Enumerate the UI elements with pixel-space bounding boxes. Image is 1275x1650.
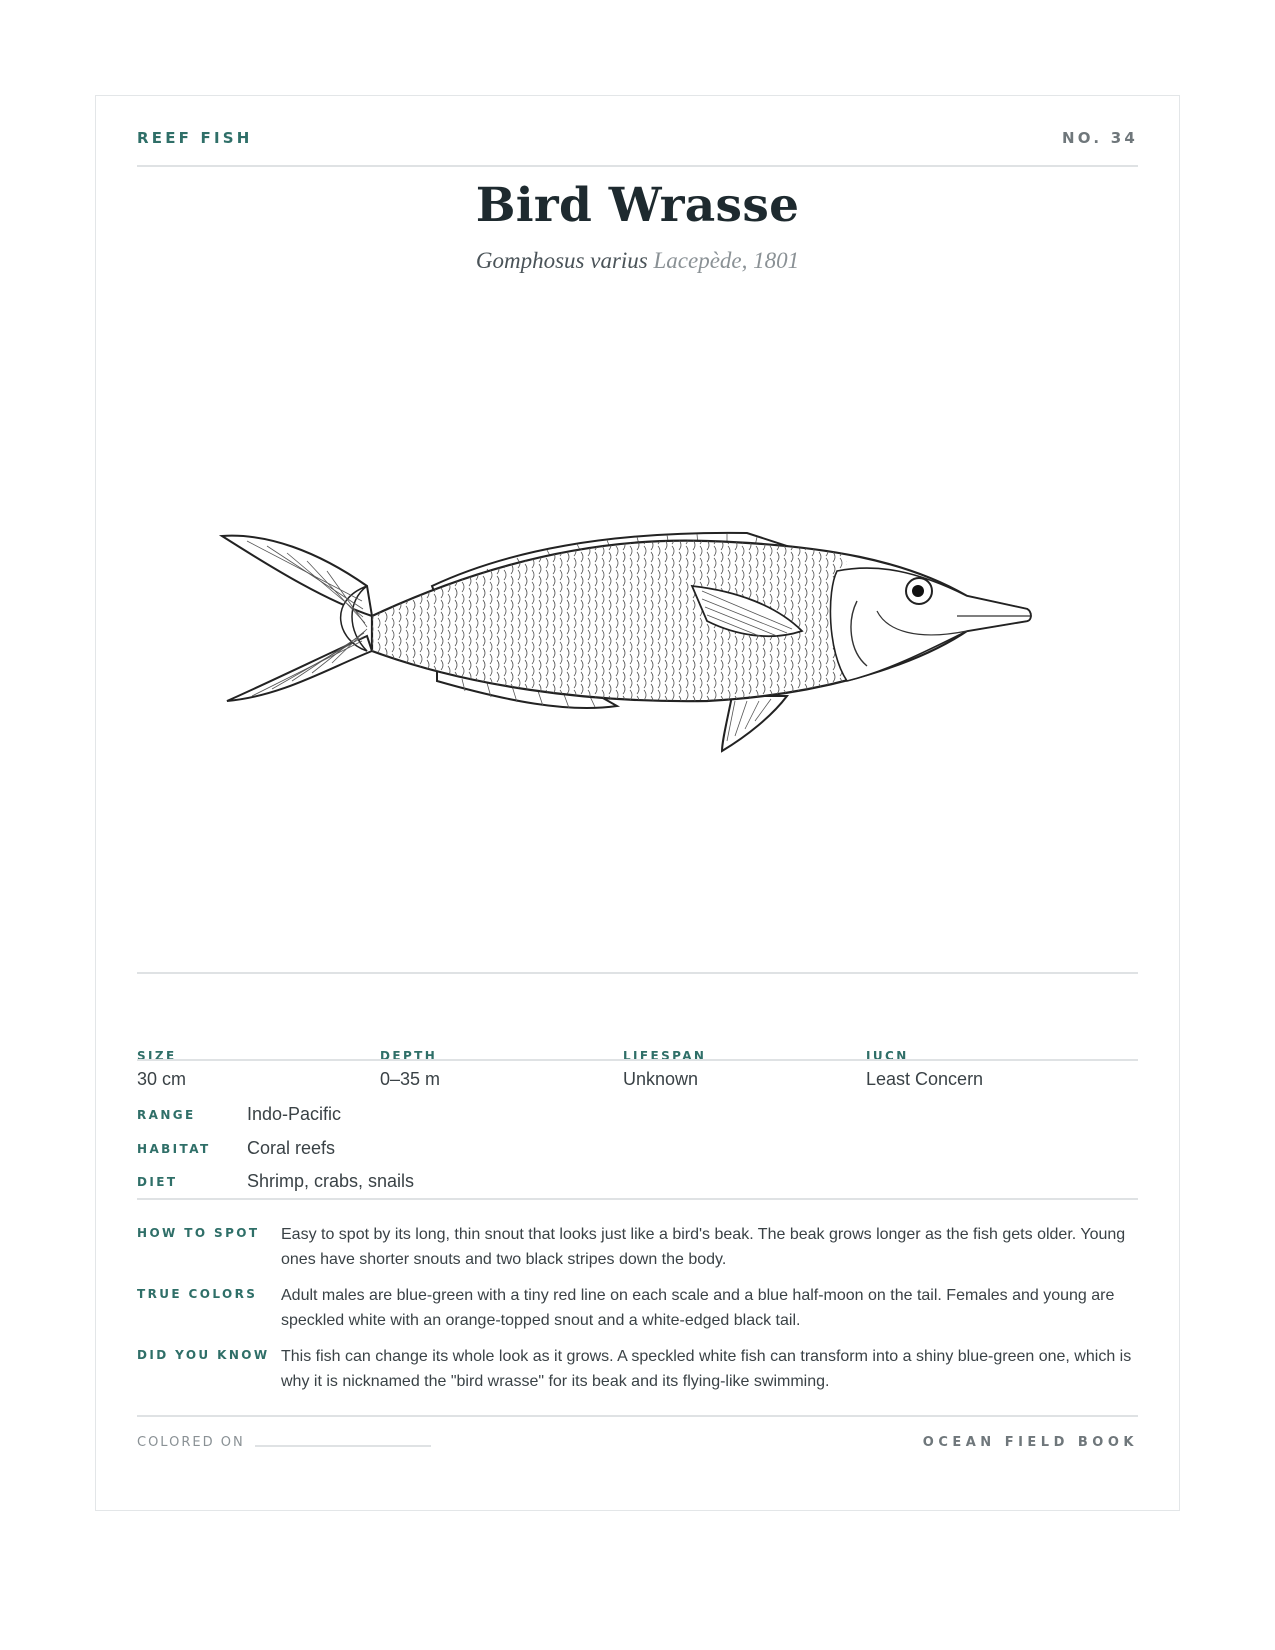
scientific-name-line: [137, 248, 1138, 274]
footer-divider: [137, 1415, 1138, 1417]
stat-iucn: [866, 1049, 1106, 1090]
fact-value: Coral reefs: [247, 1138, 336, 1158]
stats-top-divider: [137, 972, 1138, 974]
note-text: Adult males are blue-green with a tiny red line on each scale and a blue half-moon on the tail. Females and young are speckled white with an orange-topped snout and a white-edged black tail.: [281, 1287, 1115, 1329]
fact-value: Indo-Pacific: [247, 1104, 342, 1124]
stat-size: [137, 1049, 377, 1090]
stat-lifespan: [623, 1049, 863, 1090]
stat-label: SIZE: [137, 1049, 177, 1063]
note-label: DID YOU KNOW: [137, 1348, 270, 1362]
species-authority: Lacepède, 1801: [653, 248, 800, 273]
stat-value: Unknown: [623, 1069, 699, 1089]
note-text: This fish can change its whole look as it grows. A speckled white fish can transform into a shiny blue-green one, which is why it is nicknamed the "bird wrasse" for its beak and its flying-like swimming.: [281, 1348, 1132, 1390]
species-card: [95, 95, 1180, 1511]
fact-label: DIET: [137, 1175, 178, 1189]
scientific-name: Gomphosus varius: [475, 248, 648, 273]
header-divider: [137, 165, 1138, 167]
stat-value: Least Concern: [866, 1069, 984, 1089]
fish-illustration-icon: [187, 491, 1087, 781]
category-label: REEF FISH: [137, 129, 253, 147]
fact-label: RANGE: [137, 1108, 196, 1122]
fact-range: [137, 1106, 1138, 1136]
note-label: TRUE COLORS: [137, 1287, 258, 1301]
colored-on-blank-line: [255, 1445, 431, 1447]
stats-bottom-divider: [137, 1059, 1138, 1061]
common-name: Bird Wrasse: [475, 178, 800, 233]
fact-value: Shrimp, crabs, snails: [247, 1171, 415, 1191]
stat-label: IUCN: [866, 1049, 909, 1063]
stats-row: [137, 1021, 1138, 1111]
stat-label: DEPTH: [380, 1049, 438, 1063]
stat-label: LIFESPAN: [623, 1049, 707, 1063]
note-text: Easy to spot by its long, thin snout that looks just like a bird's beak. The beak grows longer as the fish gets older. Young ones have shorter snouts and two black stripes down the body.: [281, 1226, 1126, 1268]
stat-value: 30 cm: [137, 1069, 187, 1089]
notes-top-divider: [137, 1198, 1138, 1200]
book-title: OCEAN FIELD BOOK: [922, 1435, 1138, 1450]
fact-label: HABITAT: [137, 1142, 211, 1156]
stat-value: 0–35 m: [380, 1069, 441, 1089]
card-number: NO. 34: [1062, 129, 1138, 147]
fact-habitat: [137, 1140, 1138, 1170]
card-footer: [137, 1435, 1138, 1455]
card-header: [137, 129, 1138, 149]
stat-depth: [380, 1049, 620, 1090]
colored-on-label: COLORED ON: [137, 1435, 245, 1450]
note-label: HOW TO SPOT: [137, 1226, 260, 1240]
